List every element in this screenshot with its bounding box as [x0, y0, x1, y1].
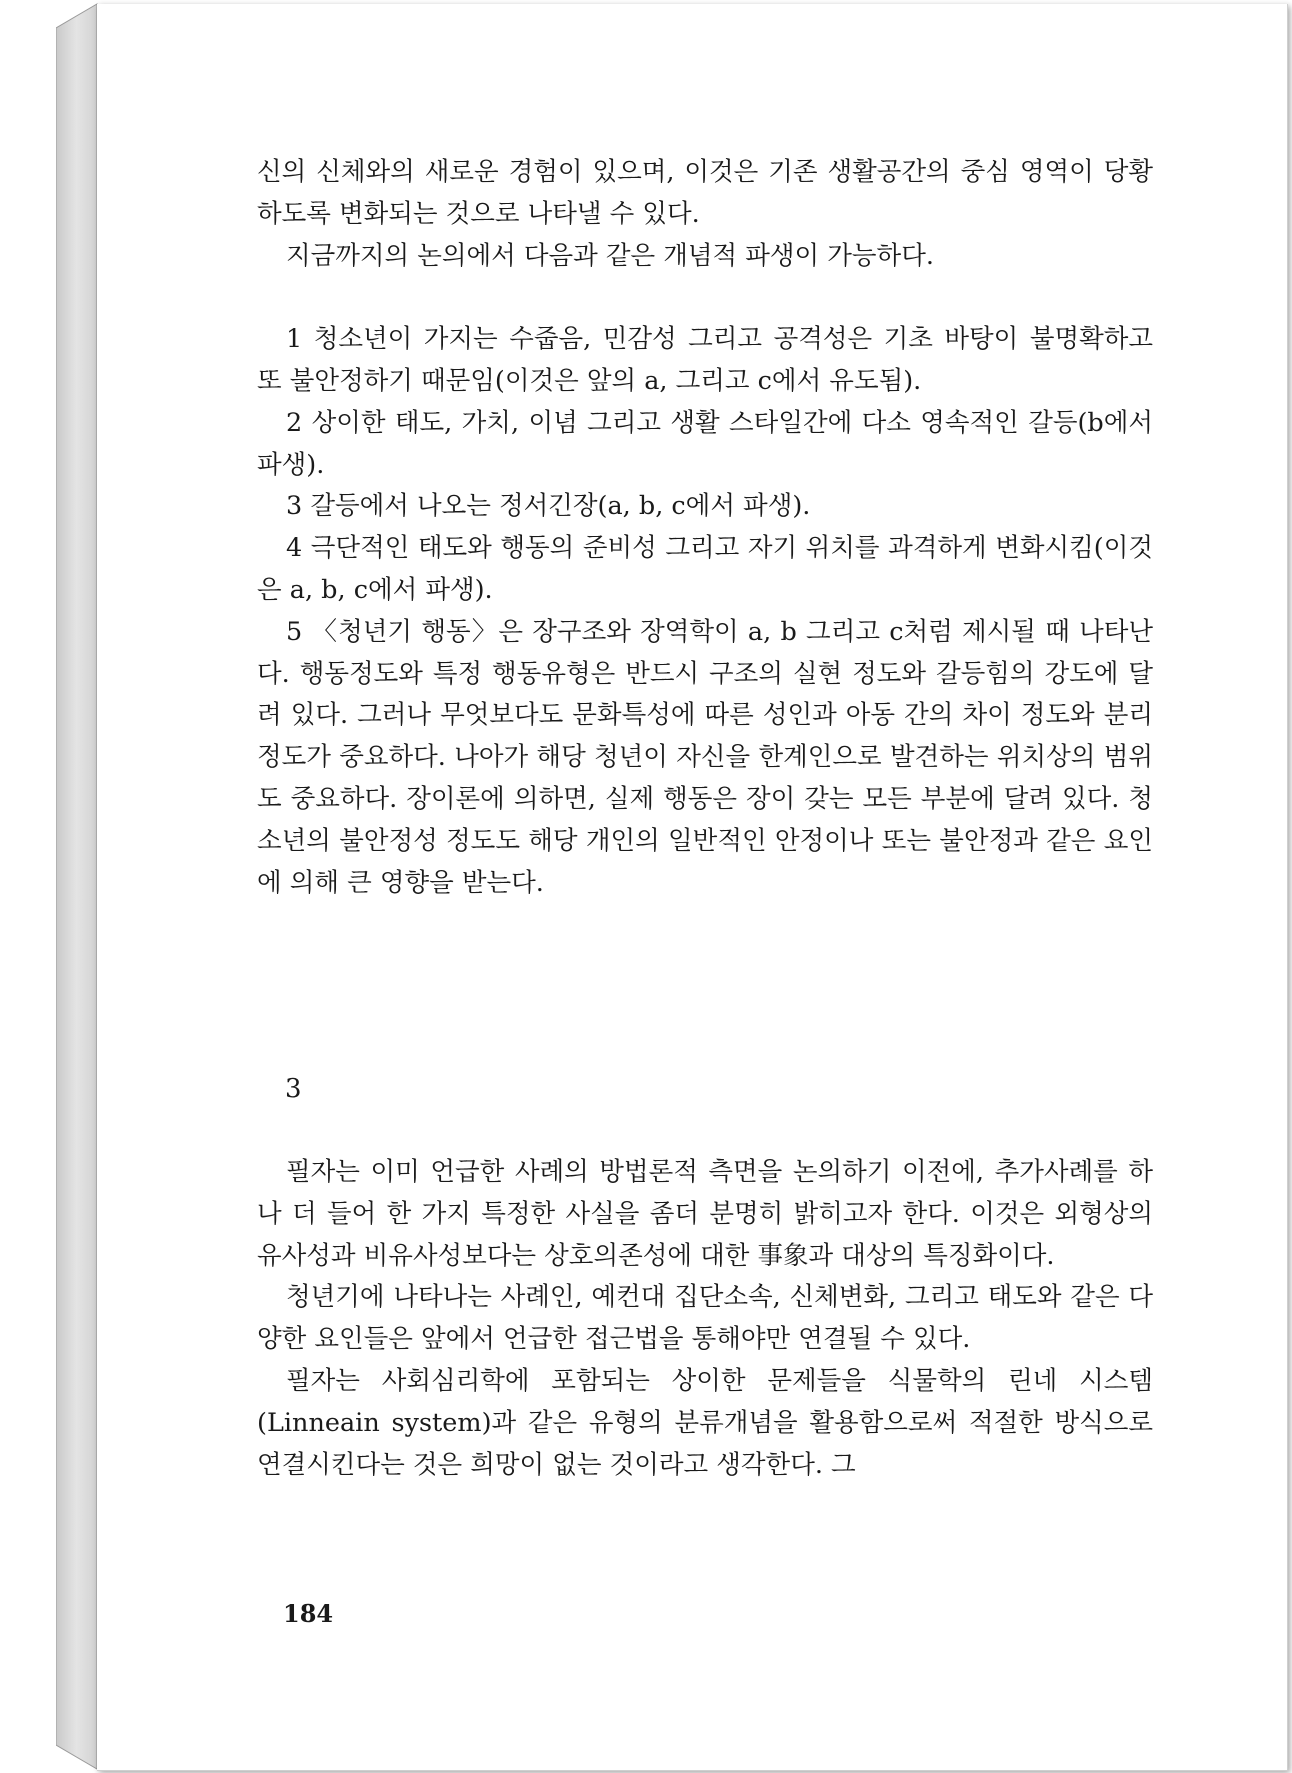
- list-item-3: 3 갈등에서 나오는 정서긴장(a, b, c에서 파생).: [286, 491, 811, 522]
- list-item-4: 4 극단적인 태도와 행동의 준비성 그리고 자기 위치를 과격하게 변화시킴(이것은 a, b, c에서 파생).: [257, 533, 1153, 605]
- paragraph: 청년기에 나타나는 사례인, 예컨대 집단소속, 신체변화, 그리고 태도와 같은 다양한 요인들은 앞에서 언급한 접근법을 통해야만 연결될 수 있다.: [257, 1282, 1153, 1355]
- paragraph: 필자는 이미 언급한 사례의 방법론적 측면을 논의하기 이전에, 추가사례를 하나 더 들어 한 가지 특정한 사실을 좀더 분명히 밝히고자 한다. 이것은 외형상의 유사성과 비유사성보다는 상호의존성에 대한 事象과 대상의 특징화이다.: [257, 1157, 1153, 1271]
- blank-line: [257, 277, 1153, 319]
- section-number: 3: [285, 1074, 302, 1104]
- list-item-2: 2 상이한 태도, 가치, 이념 그리고 생활 스타일간에 다소 영속적인 갈등(b에서 파생).: [257, 407, 1153, 480]
- paragraph: 신의 신체와의 새로운 경험이 있으며, 이것은 기존 생활공간의 중심 영역이 당황하도록 변화되는 것으로 나타낼 수 있다.: [257, 157, 1153, 229]
- paragraph: 지금까지의 논의에서 다음과 같은 개념적 파생이 가능하다.: [286, 240, 934, 271]
- page-number: 184: [283, 1599, 334, 1628]
- book-spine-shape: [56, 0, 101, 1773]
- list-item-1: 1 청소년이 가지는 수줍음, 민감성 그리고 공격성은 기초 바탕이 불명확하고 또 불안정하기 때문임(이것은 앞의 a, 그리고 c에서 유도됨).: [257, 324, 1153, 396]
- body-text-bottom: [257, 1152, 1153, 1486]
- body-text-top: [257, 152, 1153, 904]
- list-item-5: 5 〈청년기 행동〉은 장구조와 장역학이 a, b 그리고 c처럼 제시될 때 나타난다. 행동정도와 특정 행동유형은 반드시 구조의 실현 정도와 갈등힘의 강도에 달려 있다. 그러나 무엇보다도 문화특성에 따른 성인과 아동 간의 차이 정도와 분리 정도가 중요하다. 나아가 해당 청년이 자신을 한계인으로 발견하는 위치상의 범위도 중요하다. 장이론에 의하면, 실제 행동은 장이 갖는 모든 부분에 달려 있다. 청소년의 불안정성 정도도 해당 개인의 일반적인 안정이나 또는 불안정과 같은 요인에 의해 큰 영향을 받는다.: [257, 616, 1153, 898]
- paragraph: 필자는 사회심리학에 포함되는 상이한 문제들을 식물학의 린네 시스템(Linneain system)과 같은 유형의 분류개념을 활용함으로써 적절한 방식으로 연결시킨다는 것은 희망이 없는 것이라고 생각한다. 그: [257, 1365, 1153, 1480]
- book-page: [97, 4, 1288, 1771]
